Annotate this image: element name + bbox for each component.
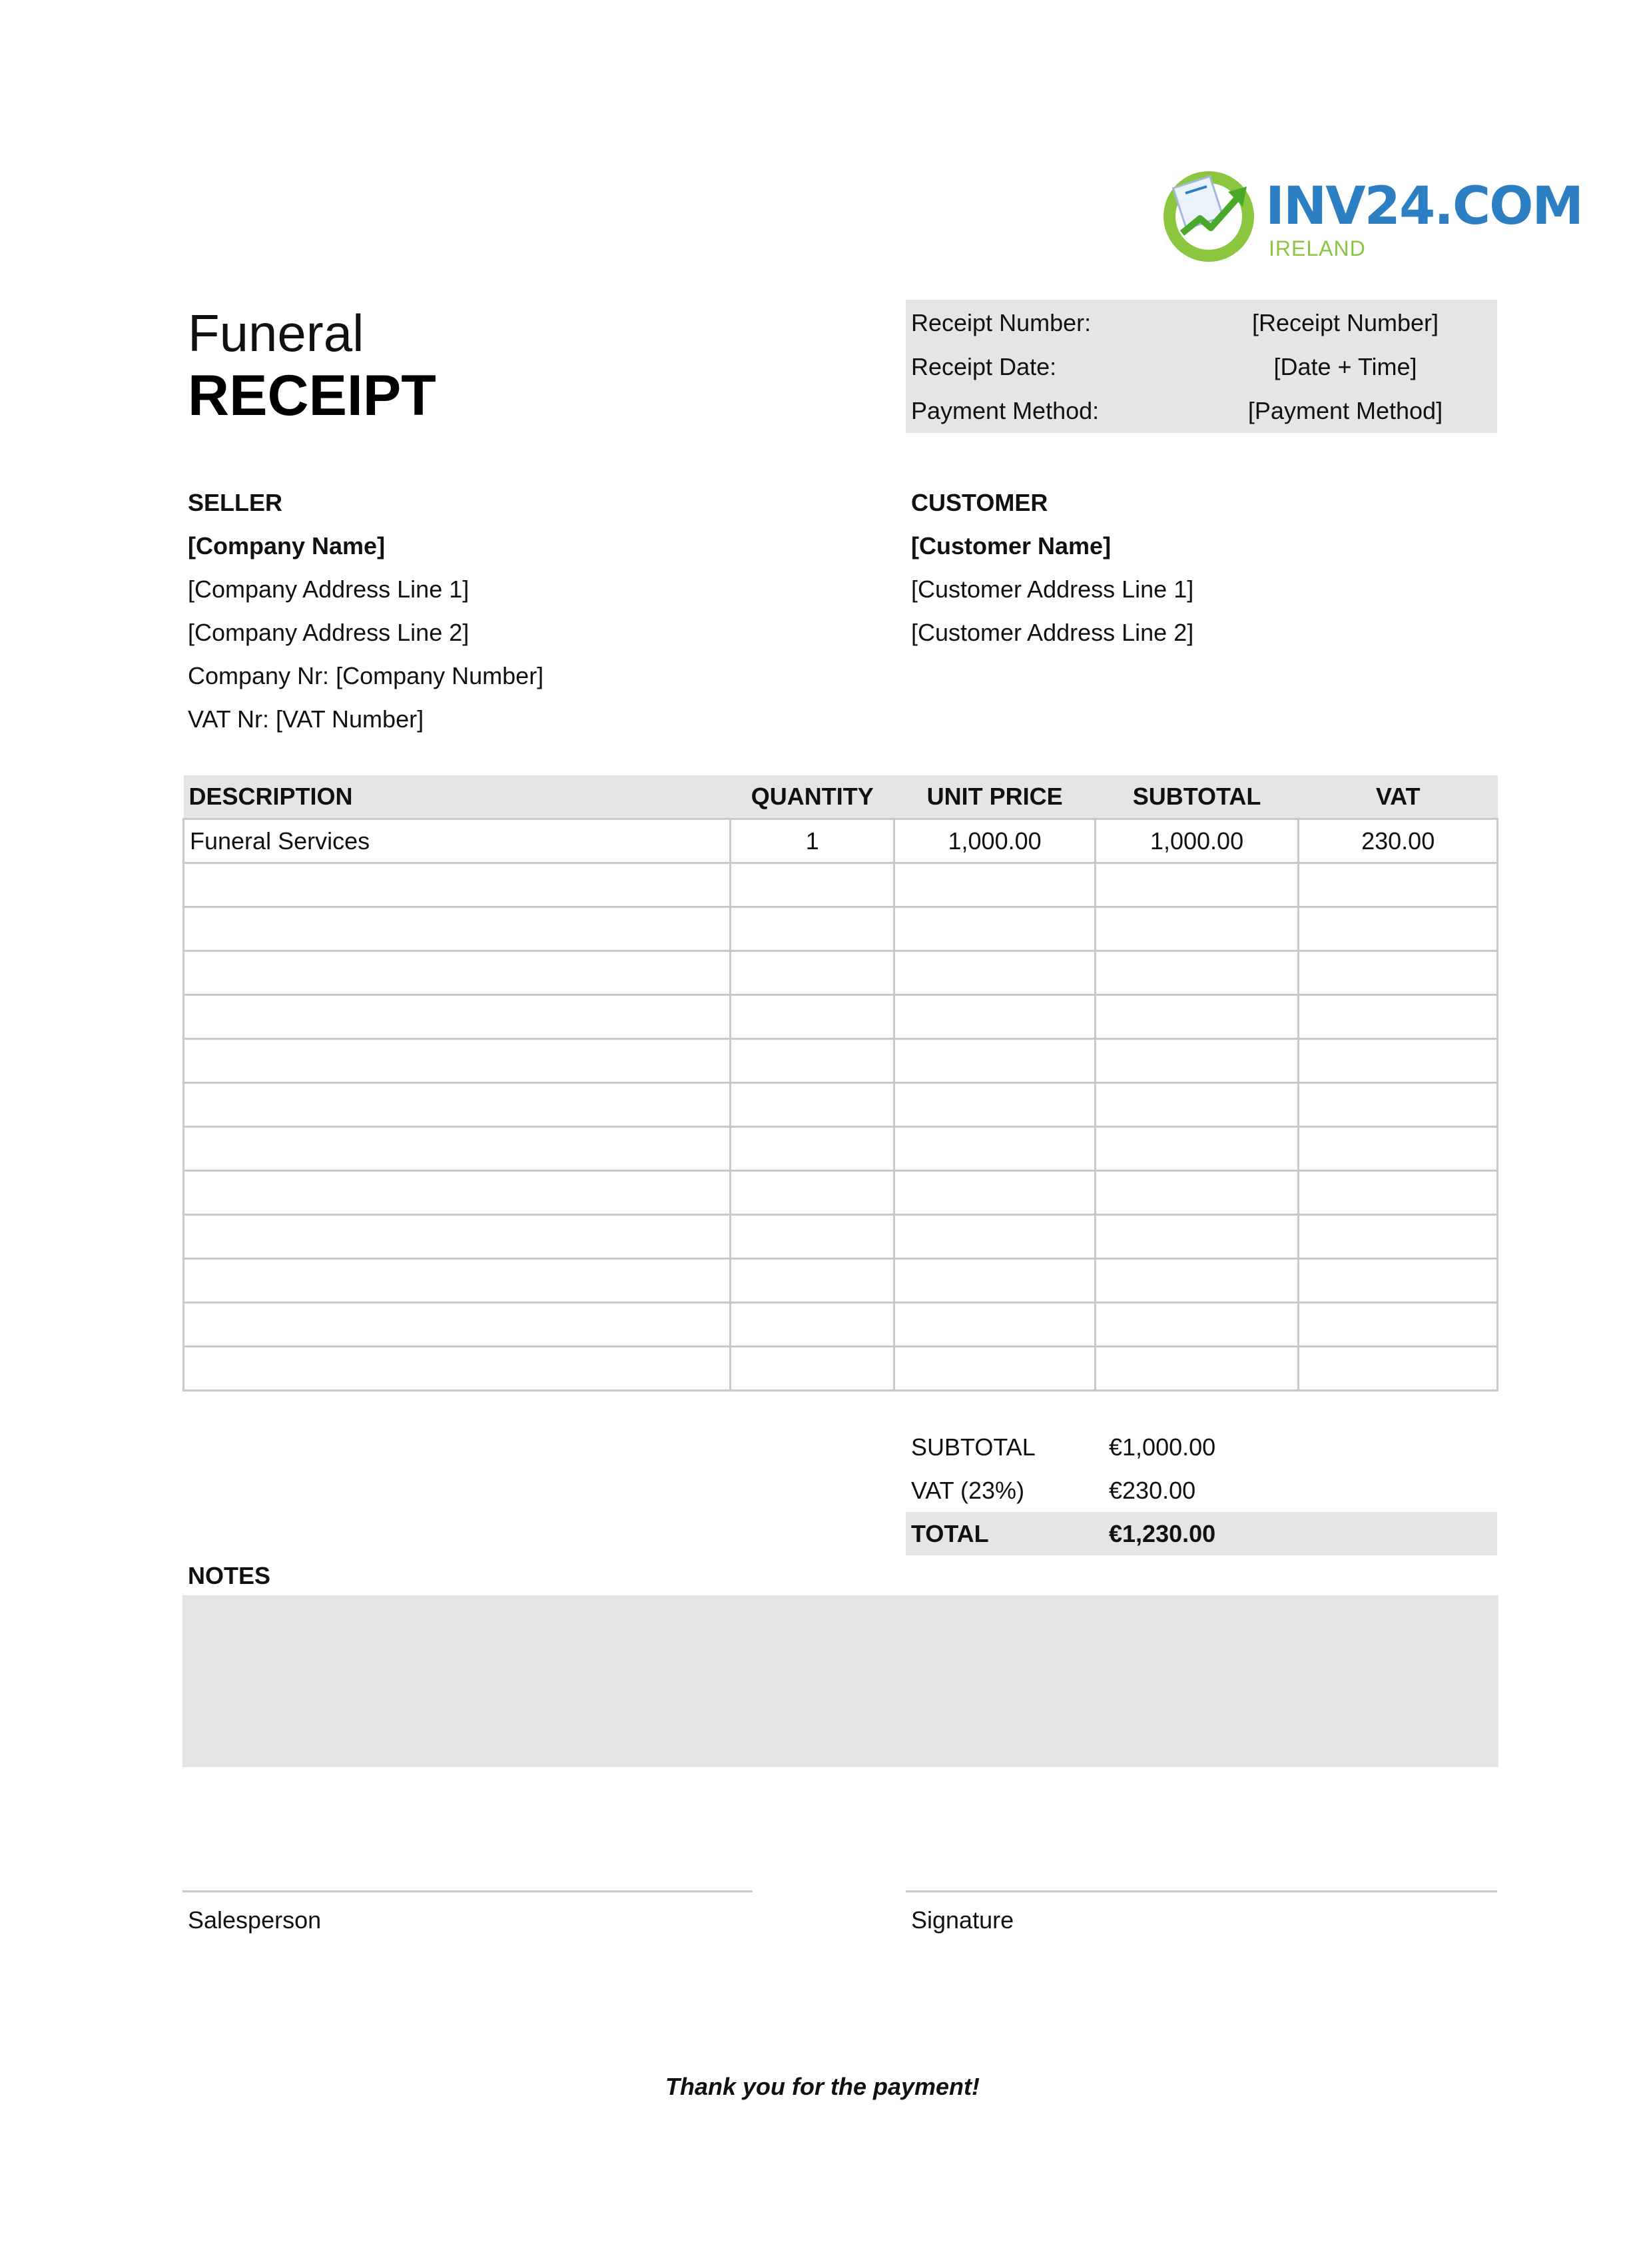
- cell-subtotal: [1095, 1171, 1299, 1215]
- cell-quantity: [730, 1215, 894, 1259]
- vat-label: VAT (23%): [911, 1477, 1025, 1504]
- total-row: [906, 1512, 1497, 1555]
- receipt-number-label: Receipt Number:: [911, 309, 1092, 336]
- seller-header: SELLER: [188, 489, 283, 516]
- seller-vat-number: VAT Nr: [VAT Number]: [188, 705, 424, 733]
- cell-vat: 230.00: [1299, 819, 1498, 863]
- customer-header: CUSTOMER: [911, 489, 1048, 516]
- cell-unit-price: 1,000.00: [894, 819, 1095, 863]
- cell-unit-price: [894, 1083, 1095, 1127]
- col-quantity: QUANTITY: [730, 775, 894, 819]
- items-table: [182, 775, 1498, 1391]
- cell-vat: [1299, 1039, 1498, 1083]
- payment-method-label: Payment Method:: [911, 397, 1100, 424]
- cell-vat: [1299, 951, 1498, 995]
- notes-box: [182, 1595, 1498, 1767]
- table-row: [184, 907, 1498, 951]
- cell-unit-price: [894, 863, 1095, 907]
- cell-vat: [1299, 1215, 1498, 1259]
- subtotal-row: [906, 1425, 1497, 1469]
- table-row: [184, 1127, 1498, 1171]
- total-value: €1,230.00: [1109, 1520, 1216, 1547]
- cell-vat: [1299, 1303, 1498, 1347]
- customer-name: [Customer Name]: [911, 532, 1112, 560]
- cell-quantity: [730, 995, 894, 1039]
- table-row: [184, 863, 1498, 907]
- cell-vat: [1299, 907, 1498, 951]
- cell-subtotal: [1095, 1303, 1299, 1347]
- customer-block: [911, 481, 1193, 654]
- seller-address-line-2: [Company Address Line 2]: [188, 619, 470, 646]
- logo: [1159, 163, 1583, 270]
- table-row: [184, 951, 1498, 995]
- table-row: [184, 995, 1498, 1039]
- cell-subtotal: [1095, 1039, 1299, 1083]
- seller-block: [188, 481, 543, 741]
- cell-subtotal: [1095, 863, 1299, 907]
- receipt-number-row: [906, 302, 1497, 345]
- receipt-date-row: [906, 346, 1497, 389]
- cell-subtotal: [1095, 1259, 1299, 1303]
- table-row: [184, 1347, 1498, 1391]
- table-row: [184, 819, 1498, 863]
- salesperson-label: Salesperson: [188, 1906, 322, 1934]
- col-vat: VAT: [1299, 775, 1498, 819]
- table-row: [184, 1171, 1498, 1215]
- table-row: [184, 1215, 1498, 1259]
- payment-method-value: [Payment Method]: [1247, 397, 1443, 424]
- cell-vat: [1299, 995, 1498, 1039]
- cell-unit-price: [894, 907, 1095, 951]
- receipt-meta: [906, 300, 1497, 433]
- col-subtotal: SUBTOTAL: [1095, 775, 1299, 819]
- cell-quantity: [730, 1347, 894, 1391]
- table-row: [184, 1303, 1498, 1347]
- cell-unit-price: [894, 1127, 1095, 1171]
- cell-description: [184, 951, 731, 995]
- cell-vat: [1299, 1259, 1498, 1303]
- cell-description: [184, 1303, 731, 1347]
- cell-subtotal: [1095, 995, 1299, 1039]
- vat-value: €230.00: [1109, 1477, 1196, 1504]
- cell-subtotal: [1095, 1127, 1299, 1171]
- cell-quantity: [730, 863, 894, 907]
- cell-quantity: [730, 1171, 894, 1215]
- logo-icon: [1159, 167, 1259, 266]
- cell-vat: [1299, 1083, 1498, 1127]
- table-row: [184, 1039, 1498, 1083]
- cell-description: [184, 1347, 731, 1391]
- document-title: RECEIPT: [188, 364, 436, 428]
- cell-description: [184, 863, 731, 907]
- logo-country: IRELAND: [1269, 236, 1366, 260]
- cell-unit-price: [894, 1303, 1095, 1347]
- cell-unit-price: [894, 995, 1095, 1039]
- cell-quantity: [730, 907, 894, 951]
- logo-name: INV24.COM: [1265, 177, 1583, 236]
- cell-subtotal: 1,000.00: [1095, 819, 1299, 863]
- cell-subtotal: [1095, 951, 1299, 995]
- cell-description: Funeral Services: [184, 819, 731, 863]
- seller-company-name: [Company Name]: [188, 532, 386, 560]
- cell-quantity: [730, 1127, 894, 1171]
- cell-quantity: [730, 951, 894, 995]
- cell-description: [184, 1259, 731, 1303]
- signature-label: Signature: [911, 1906, 1014, 1934]
- customer-address-line-1: [Customer Address Line 1]: [911, 575, 1194, 603]
- signature-line: [906, 1890, 1497, 1892]
- cell-unit-price: [894, 1171, 1095, 1215]
- cell-quantity: [730, 1259, 894, 1303]
- total-label: TOTAL: [911, 1520, 989, 1547]
- table-row: [184, 1083, 1498, 1127]
- receipt-date-value: [Date + Time]: [1273, 353, 1417, 380]
- items-table-header: [184, 775, 1498, 819]
- receipt-date-label: Receipt Date:: [911, 353, 1057, 380]
- cell-description: [184, 1171, 731, 1215]
- col-unit-price: UNIT PRICE: [894, 775, 1095, 819]
- cell-subtotal: [1095, 1083, 1299, 1127]
- receipt-number-value: [Receipt Number]: [1251, 309, 1439, 336]
- cell-quantity: [730, 1083, 894, 1127]
- cell-vat: [1299, 863, 1498, 907]
- cell-description: [184, 907, 731, 951]
- cell-description: [184, 1127, 731, 1171]
- cell-quantity: 1: [730, 819, 894, 863]
- customer-address-line-2: [Customer Address Line 2]: [911, 619, 1194, 646]
- cell-unit-price: [894, 1259, 1095, 1303]
- cell-vat: [1299, 1347, 1498, 1391]
- cell-subtotal: [1095, 1215, 1299, 1259]
- cell-description: [184, 995, 731, 1039]
- cell-description: [184, 1083, 731, 1127]
- cell-vat: [1299, 1171, 1498, 1215]
- col-description: DESCRIPTION: [184, 775, 731, 819]
- subtotal-label: SUBTOTAL: [911, 1433, 1036, 1461]
- cell-subtotal: [1095, 907, 1299, 951]
- cell-quantity: [730, 1039, 894, 1083]
- notes-label: NOTES: [188, 1562, 271, 1589]
- cell-unit-price: [894, 1347, 1095, 1391]
- cell-description: [184, 1215, 731, 1259]
- cell-unit-price: [894, 951, 1095, 995]
- cell-description: [184, 1039, 731, 1083]
- cell-unit-price: [894, 1039, 1095, 1083]
- vat-row: [906, 1469, 1497, 1512]
- document-subtitle: Funeral: [188, 304, 364, 362]
- seller-address-line-1: [Company Address Line 1]: [188, 575, 470, 603]
- table-row: [184, 1259, 1498, 1303]
- cell-unit-price: [894, 1215, 1095, 1259]
- thank-you-message: Thank you for the payment!: [665, 2073, 980, 2100]
- seller-company-number: Company Nr: [Company Number]: [188, 662, 544, 689]
- totals-block: [906, 1425, 1497, 1555]
- cell-vat: [1299, 1127, 1498, 1171]
- payment-method-row: [906, 390, 1497, 433]
- subtotal-value: €1,000.00: [1109, 1433, 1216, 1461]
- cell-subtotal: [1095, 1347, 1299, 1391]
- salesperson-line: [182, 1890, 753, 1892]
- cell-quantity: [730, 1303, 894, 1347]
